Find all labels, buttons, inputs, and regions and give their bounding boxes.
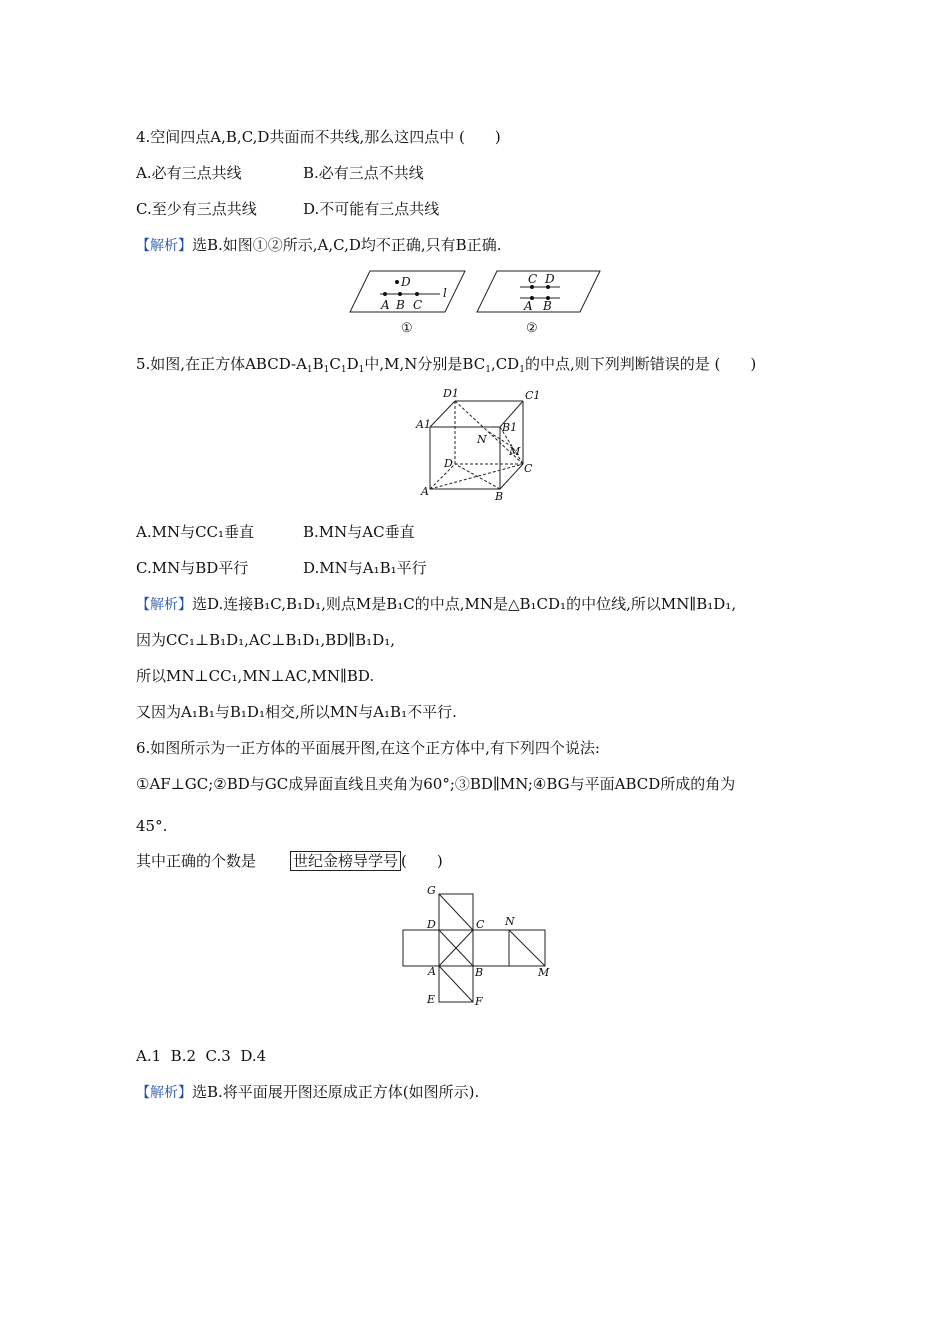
net-label-c: C bbox=[476, 918, 485, 931]
q5-analysis-line-2: 因为CC₁⊥B₁D₁,AC⊥B₁D₁,BD∥B₁D₁, bbox=[136, 631, 395, 649]
q4-option-b: B.必有三点不共线 bbox=[303, 164, 424, 182]
q4-analysis bbox=[136, 235, 501, 256]
figure-2 bbox=[477, 271, 600, 336]
fig2-label-a: A bbox=[524, 299, 533, 313]
q4-analysis-text: 选B.如图①②所示,A,C,D均不正确,只有B正确. bbox=[192, 236, 502, 254]
q4-option-d: D.不可能有三点共线 bbox=[303, 200, 440, 218]
cube-label-a1: A1 bbox=[416, 418, 431, 431]
q6-stem-line-4: 其中正确的个数是 世纪金榜导学号 ( ) bbox=[136, 852, 443, 870]
net-label-g: G bbox=[427, 884, 436, 897]
q4-figures bbox=[345, 265, 610, 340]
q5-analysis-line-1: 选D.连接B₁C,B₁D₁,则点M是B₁C的中点,MN是△B₁CD₁的中位线,所以MN∥B₁D₁, bbox=[192, 595, 737, 613]
analysis-tag: 【解析】 bbox=[136, 597, 192, 613]
q6-cube-net bbox=[395, 880, 560, 1010]
cube-label-c1: C1 bbox=[525, 389, 541, 402]
fig2-label-c: C bbox=[528, 272, 538, 286]
q6-stem-line-3: 45°. bbox=[136, 817, 168, 835]
net-label-d: D bbox=[427, 918, 436, 931]
net-label-b: B bbox=[475, 966, 484, 979]
q5-option-c: C.MN与BD平行 bbox=[136, 559, 249, 577]
cube-label-d1: D1 bbox=[443, 387, 459, 400]
fig2-label-b: B bbox=[543, 299, 552, 313]
q5-analysis bbox=[136, 594, 736, 615]
cube-label-a: A bbox=[421, 485, 429, 498]
fig1-label-a: A bbox=[381, 298, 390, 312]
net-label-f: F bbox=[475, 995, 483, 1008]
q5-analysis-line-4: 又因为A₁B₁与B₁D₁相交,所以MN与A₁B₁不平行. bbox=[136, 703, 457, 721]
q5-cube-figure bbox=[410, 385, 545, 505]
fig1-label-c: C bbox=[413, 298, 423, 312]
q4-stem: 4.空间四点A,B,C,D共面而不共线,那么这四点中 ( ) bbox=[136, 128, 501, 146]
analysis-tag: 【解析】 bbox=[136, 1085, 192, 1101]
q6-stem-line-2: ①AF⊥GC;②BD与GC成异面直线且夹角为60°;③BD∥MN;④BG与平面ABCD所成的角为 bbox=[136, 775, 736, 793]
q5-option-d: D.MN与A₁B₁平行 bbox=[303, 559, 427, 577]
q5-analysis-line-3: 所以MN⊥CC₁,MN⊥AC,MN∥BD. bbox=[136, 667, 375, 685]
q6-analysis-text: 选B.将平面展开图还原成正方体(如图所示). bbox=[192, 1083, 480, 1101]
analysis-tag: 【解析】 bbox=[136, 238, 192, 254]
net-label-m: M bbox=[538, 966, 550, 979]
q6-options: A.1 B.2 C.3 D.4 bbox=[136, 1047, 267, 1065]
cube-label-d: D bbox=[444, 457, 453, 470]
q5-stem: 5.如图,在正方体ABCD-$A_1B_1C_1D_1$中,M,N分别是$BC_1,CD_1$的中点,则下列判断错误的是 ( ) bbox=[136, 355, 757, 375]
q5-option-a: A.MN与CC₁垂直 bbox=[136, 523, 255, 541]
boxed-source-label: 世纪金榜导学号 bbox=[290, 851, 401, 871]
fig1-caption: ① bbox=[401, 321, 413, 336]
cube-label-c: C bbox=[524, 462, 533, 475]
net-label-n: N bbox=[505, 915, 515, 928]
q4-option-c: C.至少有三点共线 bbox=[136, 200, 257, 218]
cube-label-b1: B1 bbox=[502, 421, 518, 434]
cube-label-n: N bbox=[477, 433, 487, 446]
figure-1 bbox=[350, 271, 465, 336]
net-label-e: E bbox=[427, 993, 436, 1006]
fig1-label-d: D bbox=[401, 275, 411, 289]
cube-label-m: M bbox=[509, 445, 521, 458]
fig1-label-l: l bbox=[443, 286, 447, 300]
q6-stem-line-1: 6.如图所示为一正方体的平面展开图,在这个正方体中,有下列四个说法: bbox=[136, 739, 600, 757]
net-label-a: A bbox=[428, 965, 436, 978]
cube-label-b: B bbox=[495, 490, 504, 503]
fig2-caption: ② bbox=[526, 321, 538, 336]
fig1-label-b: B bbox=[396, 298, 405, 312]
q6-analysis bbox=[136, 1082, 479, 1103]
fig2-label-d: D bbox=[545, 272, 555, 286]
q5-option-b: B.MN与AC垂直 bbox=[303, 523, 415, 541]
q4-option-a: A.必有三点共线 bbox=[136, 164, 242, 182]
